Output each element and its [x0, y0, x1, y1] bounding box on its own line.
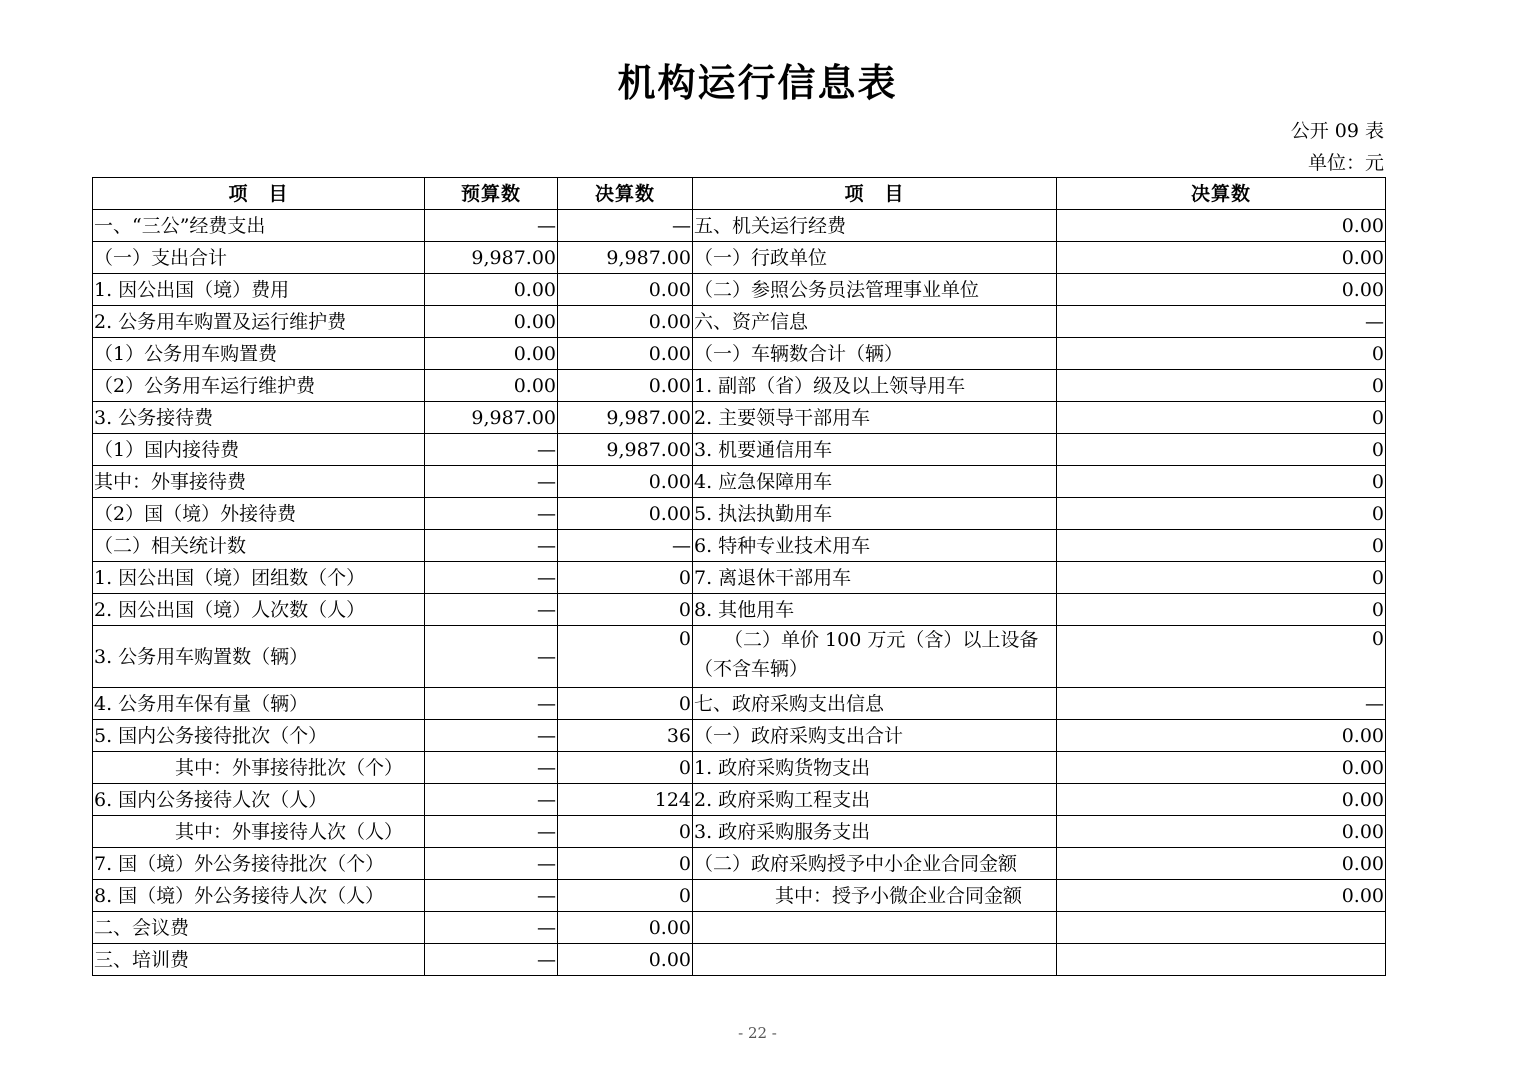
left-item: 其中：外事接待批次（个） — [93, 752, 425, 784]
right-final: 0 — [1057, 530, 1386, 562]
right-item: （一）行政单位 — [693, 242, 1057, 274]
left-final: 36 — [558, 720, 693, 752]
left-final: 0.00 — [558, 370, 693, 402]
left-budget: — — [425, 880, 558, 912]
left-final: 0 — [558, 562, 693, 594]
left-budget: — — [425, 720, 558, 752]
left-final: 9,987.00 — [558, 434, 693, 466]
right-item — [693, 912, 1057, 944]
left-item: 三、培训费 — [93, 944, 425, 976]
right-final: 0.00 — [1057, 848, 1386, 880]
left-final: 0.00 — [558, 498, 693, 530]
left-item: 5. 国内公务接待批次（个） — [93, 720, 425, 752]
right-item: 7. 离退休干部用车 — [693, 562, 1057, 594]
right-final: 0.00 — [1057, 720, 1386, 752]
left-final: 0 — [558, 752, 693, 784]
form-code: 公开 09 表 — [1290, 120, 1384, 142]
header-final-right: 决算数 — [1057, 178, 1386, 210]
right-final — [1057, 912, 1386, 944]
left-budget: — — [425, 784, 558, 816]
left-item: 1. 因公出国（境）团组数（个） — [93, 562, 425, 594]
left-final: — — [558, 210, 693, 242]
right-item: （一）车辆数合计（辆） — [693, 338, 1057, 370]
table-row — [93, 466, 1386, 498]
left-budget: — — [425, 688, 558, 720]
left-budget: — — [425, 434, 558, 466]
table-row — [93, 402, 1386, 434]
left-final: 0.00 — [558, 306, 693, 338]
left-item: 4. 公务用车保有量（辆） — [93, 688, 425, 720]
right-final: 0 — [1057, 370, 1386, 402]
table-row — [93, 912, 1386, 944]
right-item: 1. 副部（省）级及以上领导用车 — [693, 370, 1057, 402]
left-budget: — — [425, 466, 558, 498]
right-item: 六、资产信息 — [693, 306, 1057, 338]
right-item: 2. 主要领导干部用车 — [693, 402, 1057, 434]
right-final: 0.00 — [1057, 242, 1386, 274]
right-final: 0.00 — [1057, 816, 1386, 848]
table-row — [93, 338, 1386, 370]
right-item: （一）政府采购支出合计 — [693, 720, 1057, 752]
right-final: 0.00 — [1057, 880, 1386, 912]
header-row — [93, 178, 1386, 210]
table-row — [93, 688, 1386, 720]
left-item: 一、“三公”经费支出 — [93, 210, 425, 242]
table-row — [93, 816, 1386, 848]
left-item: 二、会议费 — [93, 912, 425, 944]
left-budget: — — [425, 816, 558, 848]
left-budget: — — [425, 594, 558, 626]
left-budget: — — [425, 944, 558, 976]
right-item: 1. 政府采购货物支出 — [693, 752, 1057, 784]
page-number: - 22 - — [738, 1024, 777, 1042]
right-final: 0 — [1057, 498, 1386, 530]
left-final: 0 — [558, 880, 693, 912]
left-item: 8. 国（境）外公务接待人次（人） — [93, 880, 425, 912]
table-row — [93, 720, 1386, 752]
right-item: 七、政府采购支出信息 — [693, 688, 1057, 720]
right-item — [693, 944, 1057, 976]
left-final: 0 — [558, 688, 693, 720]
right-item: 其中：授予小微企业合同金额 — [693, 880, 1057, 912]
header-budget: 预算数 — [425, 178, 558, 210]
left-item: 7. 国（境）外公务接待批次（个） — [93, 848, 425, 880]
left-final: 124 — [558, 784, 693, 816]
table-row — [93, 752, 1386, 784]
table-row — [93, 784, 1386, 816]
left-final: 0 — [558, 848, 693, 880]
left-final: — — [558, 530, 693, 562]
right-item: （二）参照公务员法管理事业单位 — [693, 274, 1057, 306]
left-item: 3. 公务用车购置数（辆） — [93, 626, 425, 688]
right-item: 五、机关运行经费 — [693, 210, 1057, 242]
right-final: 0.00 — [1057, 210, 1386, 242]
left-budget: 0.00 — [425, 338, 558, 370]
right-final: 0.00 — [1057, 274, 1386, 306]
left-item: 2. 因公出国（境）人次数（人） — [93, 594, 425, 626]
right-item: （二）政府采购授予中小企业合同金额 — [693, 848, 1057, 880]
right-final: 0 — [1057, 434, 1386, 466]
left-final: 9,987.00 — [558, 402, 693, 434]
left-budget: — — [425, 848, 558, 880]
table-row — [93, 306, 1386, 338]
left-budget: 0.00 — [425, 274, 558, 306]
left-item: 3. 公务接待费 — [93, 402, 425, 434]
header-final-left: 决算数 — [558, 178, 693, 210]
left-item: 其中：外事接待人次（人） — [93, 816, 425, 848]
right-item: （二）单价 100 万元（含）以上设备（不含车辆） — [693, 626, 1057, 688]
left-final: 0.00 — [558, 912, 693, 944]
right-item: 8. 其他用车 — [693, 594, 1057, 626]
right-final: 0 — [1057, 626, 1386, 688]
right-final: 0.00 — [1057, 752, 1386, 784]
left-item: （2）公务用车运行维护费 — [93, 370, 425, 402]
left-item: （一）支出合计 — [93, 242, 425, 274]
left-budget: 9,987.00 — [425, 242, 558, 274]
table-row — [93, 848, 1386, 880]
left-budget: — — [425, 530, 558, 562]
left-item: 其中：外事接待费 — [93, 466, 425, 498]
left-final: 0.00 — [558, 466, 693, 498]
table-row — [93, 242, 1386, 274]
left-budget: — — [425, 752, 558, 784]
left-budget: — — [425, 912, 558, 944]
right-final: 0 — [1057, 466, 1386, 498]
right-final: 0 — [1057, 338, 1386, 370]
table-row — [93, 530, 1386, 562]
left-budget: 9,987.00 — [425, 402, 558, 434]
right-final — [1057, 944, 1386, 976]
left-item: （1）国内接待费 — [93, 434, 425, 466]
right-final: 0 — [1057, 562, 1386, 594]
header-item-left: 项 目 — [93, 178, 425, 210]
table-row — [93, 498, 1386, 530]
left-final: 0 — [558, 816, 693, 848]
left-budget: — — [425, 626, 558, 688]
left-final: 0.00 — [558, 944, 693, 976]
left-final: 0.00 — [558, 274, 693, 306]
left-budget: 0.00 — [425, 370, 558, 402]
right-final: 0.00 — [1057, 784, 1386, 816]
right-final: 0 — [1057, 402, 1386, 434]
table-row — [93, 274, 1386, 306]
right-item: 3. 机要通信用车 — [693, 434, 1057, 466]
left-final: 9,987.00 — [558, 242, 693, 274]
right-item: 6. 特种专业技术用车 — [693, 530, 1057, 562]
left-item: （2）国（境）外接待费 — [93, 498, 425, 530]
right-item: 5. 执法执勤用车 — [693, 498, 1057, 530]
right-item: 3. 政府采购服务支出 — [693, 816, 1057, 848]
left-final: 0 — [558, 594, 693, 626]
right-item: 4. 应急保障用车 — [693, 466, 1057, 498]
left-item: 6. 国内公务接待人次（人） — [93, 784, 425, 816]
table-row — [93, 626, 1386, 688]
left-item: 2. 公务用车购置及运行维护费 — [93, 306, 425, 338]
left-item: 1. 因公出国（境）费用 — [93, 274, 425, 306]
right-final: 0 — [1057, 594, 1386, 626]
table-row — [93, 594, 1386, 626]
left-final: 0 — [558, 626, 693, 688]
table-row — [93, 562, 1386, 594]
page-title: 机构运行信息表 — [617, 61, 898, 105]
right-item: 2. 政府采购工程支出 — [693, 784, 1057, 816]
left-budget: — — [425, 210, 558, 242]
table-row — [93, 210, 1386, 242]
left-budget: — — [425, 498, 558, 530]
table-row — [93, 880, 1386, 912]
table-row — [93, 944, 1386, 976]
right-final: — — [1057, 306, 1386, 338]
header-item-right: 项 目 — [693, 178, 1057, 210]
right-final: — — [1057, 688, 1386, 720]
left-final: 0.00 — [558, 338, 693, 370]
unit-label: 单位：元 — [1307, 152, 1384, 174]
left-item: （1）公务用车购置费 — [93, 338, 425, 370]
table-row — [93, 370, 1386, 402]
left-budget: 0.00 — [425, 306, 558, 338]
left-item: （二）相关统计数 — [93, 530, 425, 562]
table-row — [93, 434, 1386, 466]
left-budget: — — [425, 562, 558, 594]
info-table — [92, 177, 1386, 976]
